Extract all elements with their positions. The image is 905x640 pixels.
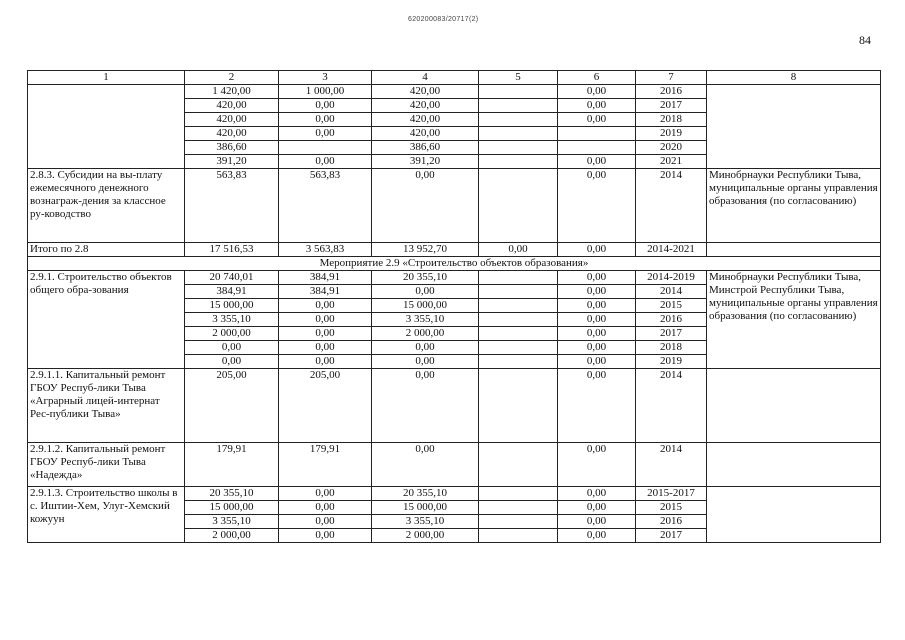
table-cell: [479, 369, 558, 443]
table-cell: 3 355,10: [185, 515, 279, 529]
table-cell: [707, 369, 881, 443]
table-cell: 420,00: [372, 113, 479, 127]
measure-name-cell: 2.8.3. Субсидии на вы-плату ежемесячного денежного вознаграж-дения за классное ру-ководство: [28, 169, 185, 243]
table-cell: 3 355,10: [372, 515, 479, 529]
table-cell: 420,00: [185, 99, 279, 113]
table-cell: 0,00: [279, 299, 372, 313]
table-cell: 0,00: [558, 327, 636, 341]
header-cell: 3: [279, 71, 372, 85]
table-cell: 2014: [636, 443, 707, 487]
header-cell: 6: [558, 71, 636, 85]
table-cell: 0,00: [279, 355, 372, 369]
table-cell: [558, 127, 636, 141]
header-row: [28, 71, 881, 85]
table-cell: [479, 443, 558, 487]
table-row: [28, 85, 881, 99]
table-cell: [479, 85, 558, 99]
total-row: [28, 243, 881, 257]
table-cell: 2014-2021: [636, 243, 707, 257]
table-cell: 0,00: [279, 341, 372, 355]
table-cell: [479, 113, 558, 127]
table-cell: 2021: [636, 155, 707, 169]
table-cell: 0,00: [558, 529, 636, 543]
table-cell: 384,91: [279, 271, 372, 285]
table-cell: 2017: [636, 529, 707, 543]
table-cell: 2 000,00: [185, 327, 279, 341]
table-cell: 563,83: [279, 169, 372, 243]
table-cell: 2016: [636, 515, 707, 529]
table-cell: [479, 341, 558, 355]
table-cell: 384,91: [279, 285, 372, 299]
table-cell: 3 355,10: [372, 313, 479, 327]
table-cell: 0,00: [372, 169, 479, 243]
table-cell: 420,00: [185, 127, 279, 141]
section-row: [28, 257, 881, 271]
table-row: [28, 271, 881, 285]
table-cell: [479, 501, 558, 515]
table-cell: 1 420,00: [185, 85, 279, 99]
table-cell: 0,00: [558, 85, 636, 99]
table-cell: 0,00: [279, 113, 372, 127]
document-code: 620200083/20717(2): [408, 16, 479, 23]
table-cell: [479, 155, 558, 169]
header-cell: 5: [479, 71, 558, 85]
measure-name-cell: 2.9.1.1. Капитальный ремонт ГБОУ Респуб-лики Тыва «Аграрный лицей-интернат Рес-публики Тыва»: [28, 369, 185, 443]
table-cell: 2 000,00: [185, 529, 279, 543]
table-cell: 0,00: [558, 501, 636, 515]
table-cell: 2015: [636, 299, 707, 313]
table-cell: 391,20: [185, 155, 279, 169]
table-cell: [707, 443, 881, 487]
table-cell: 2 000,00: [372, 529, 479, 543]
table-cell: [479, 285, 558, 299]
table-cell: 0,00: [279, 127, 372, 141]
table-row: [28, 443, 881, 487]
table-cell: 2014: [636, 369, 707, 443]
table-cell: 2016: [636, 313, 707, 327]
table-cell: 15 000,00: [372, 501, 479, 515]
table-cell: [479, 271, 558, 285]
executor-cell: Минобрнауки Республики Тыва, Минстрой Республики Тыва, муниципальные органы управления образования (по согласованию): [707, 271, 881, 369]
table-cell: 2 000,00: [372, 327, 479, 341]
table-cell: 1 000,00: [279, 85, 372, 99]
table-cell: 2016: [636, 85, 707, 99]
table-cell: 205,00: [185, 369, 279, 443]
table-cell: 0,00: [279, 313, 372, 327]
table-cell: 0,00: [279, 515, 372, 529]
table-cell: 0,00: [372, 341, 479, 355]
empty-executor-cell: [707, 85, 881, 169]
table-cell: [558, 141, 636, 155]
executor-cell: Минобрнауки Республики Тыва, муниципальные органы управления образования (по согласованию): [707, 169, 881, 243]
table-cell: 20 355,10: [372, 271, 479, 285]
table-row: [28, 369, 881, 443]
table-cell: 0,00: [558, 155, 636, 169]
table-row: [28, 487, 881, 501]
table-cell: 0,00: [372, 443, 479, 487]
table-cell: 0,00: [558, 313, 636, 327]
table-cell: 563,83: [185, 169, 279, 243]
table-cell: 0,00: [558, 355, 636, 369]
header-cell: 1: [28, 71, 185, 85]
table-cell: 2015-2017: [636, 487, 707, 501]
table-row: [28, 169, 881, 243]
table-cell: 2017: [636, 99, 707, 113]
measure-name-cell: 2.9.1.3. Строительство школы в с. Иштии-Хем, Улуг-Хемский кожуун: [28, 487, 185, 543]
table-cell: 0,00: [558, 443, 636, 487]
table-cell: 2018: [636, 113, 707, 127]
table-cell: 0,00: [279, 529, 372, 543]
budget-table: [27, 70, 881, 543]
table-cell: 15 000,00: [185, 501, 279, 515]
table-cell: 420,00: [372, 127, 479, 141]
table-cell: 2018: [636, 341, 707, 355]
table-cell: 0,00: [279, 501, 372, 515]
table-cell: 2019: [636, 355, 707, 369]
table-cell: 0,00: [558, 341, 636, 355]
table-cell: 0,00: [185, 355, 279, 369]
table-cell: 386,60: [185, 141, 279, 155]
table-cell: 0,00: [558, 299, 636, 313]
table-cell: 0,00: [479, 243, 558, 257]
table-cell: 0,00: [558, 169, 636, 243]
table-cell: 0,00: [558, 271, 636, 285]
table-cell: 0,00: [558, 515, 636, 529]
total-label: Итого по 2.8: [28, 243, 185, 257]
table-cell: 0,00: [558, 285, 636, 299]
table-cell: [479, 529, 558, 543]
table-cell: [707, 487, 881, 543]
measure-name-cell: 2.9.1.2. Капитальный ремонт ГБОУ Респуб-лики Тыва «Надежда»: [28, 443, 185, 487]
table-cell: 15 000,00: [372, 299, 479, 313]
table-cell: 0,00: [185, 341, 279, 355]
table-cell: 420,00: [372, 99, 479, 113]
table-cell: [479, 355, 558, 369]
table-cell: 2014-2019: [636, 271, 707, 285]
table-cell: 0,00: [372, 355, 479, 369]
table-cell: 2015: [636, 501, 707, 515]
table-cell: 420,00: [372, 85, 479, 99]
table-cell: [479, 169, 558, 243]
header-cell: 4: [372, 71, 479, 85]
table-cell: [479, 327, 558, 341]
header-cell: 7: [636, 71, 707, 85]
table-cell: 205,00: [279, 369, 372, 443]
table-cell: 0,00: [279, 487, 372, 501]
table-cell: [279, 141, 372, 155]
table-cell: 3 563,83: [279, 243, 372, 257]
table-cell: [479, 313, 558, 327]
table-cell: 2014: [636, 285, 707, 299]
section-title: Мероприятие 2.9 «Строительство объектов образования»: [28, 257, 881, 271]
header-cell: 8: [707, 71, 881, 85]
empty-name-cell: [28, 85, 185, 169]
measure-name-cell: 2.9.1. Строительство объектов общего обра-зования: [28, 271, 185, 369]
table-cell: 2014: [636, 169, 707, 243]
table-cell: 2017: [636, 327, 707, 341]
table-cell: 15 000,00: [185, 299, 279, 313]
table-cell: 0,00: [558, 113, 636, 127]
table-cell: 179,91: [279, 443, 372, 487]
table-cell: 391,20: [372, 155, 479, 169]
table-cell: 3 355,10: [185, 313, 279, 327]
table-cell: 420,00: [185, 113, 279, 127]
table-cell: 0,00: [279, 99, 372, 113]
table-cell: 0,00: [558, 369, 636, 443]
page-number: 84: [859, 33, 871, 47]
table-cell: [707, 243, 881, 257]
table-cell: [479, 99, 558, 113]
table-cell: 0,00: [558, 99, 636, 113]
table-cell: 386,60: [372, 141, 479, 155]
table-cell: 20 355,10: [372, 487, 479, 501]
table-cell: [479, 487, 558, 501]
table-cell: 0,00: [558, 487, 636, 501]
table-cell: 20 355,10: [185, 487, 279, 501]
header-cell: 2: [185, 71, 279, 85]
table-cell: [479, 299, 558, 313]
table-cell: 0,00: [372, 369, 479, 443]
table-cell: 0,00: [558, 243, 636, 257]
table-cell: 0,00: [372, 285, 479, 299]
table-cell: [479, 127, 558, 141]
table-cell: 0,00: [279, 327, 372, 341]
table-cell: [479, 515, 558, 529]
table-cell: 0,00: [279, 155, 372, 169]
table-cell: 13 952,70: [372, 243, 479, 257]
table-cell: 20 740,01: [185, 271, 279, 285]
table-cell: 179,91: [185, 443, 279, 487]
table-cell: 384,91: [185, 285, 279, 299]
table-cell: 2020: [636, 141, 707, 155]
table-cell: 2019: [636, 127, 707, 141]
table-cell: [479, 141, 558, 155]
table-cell: 17 516,53: [185, 243, 279, 257]
